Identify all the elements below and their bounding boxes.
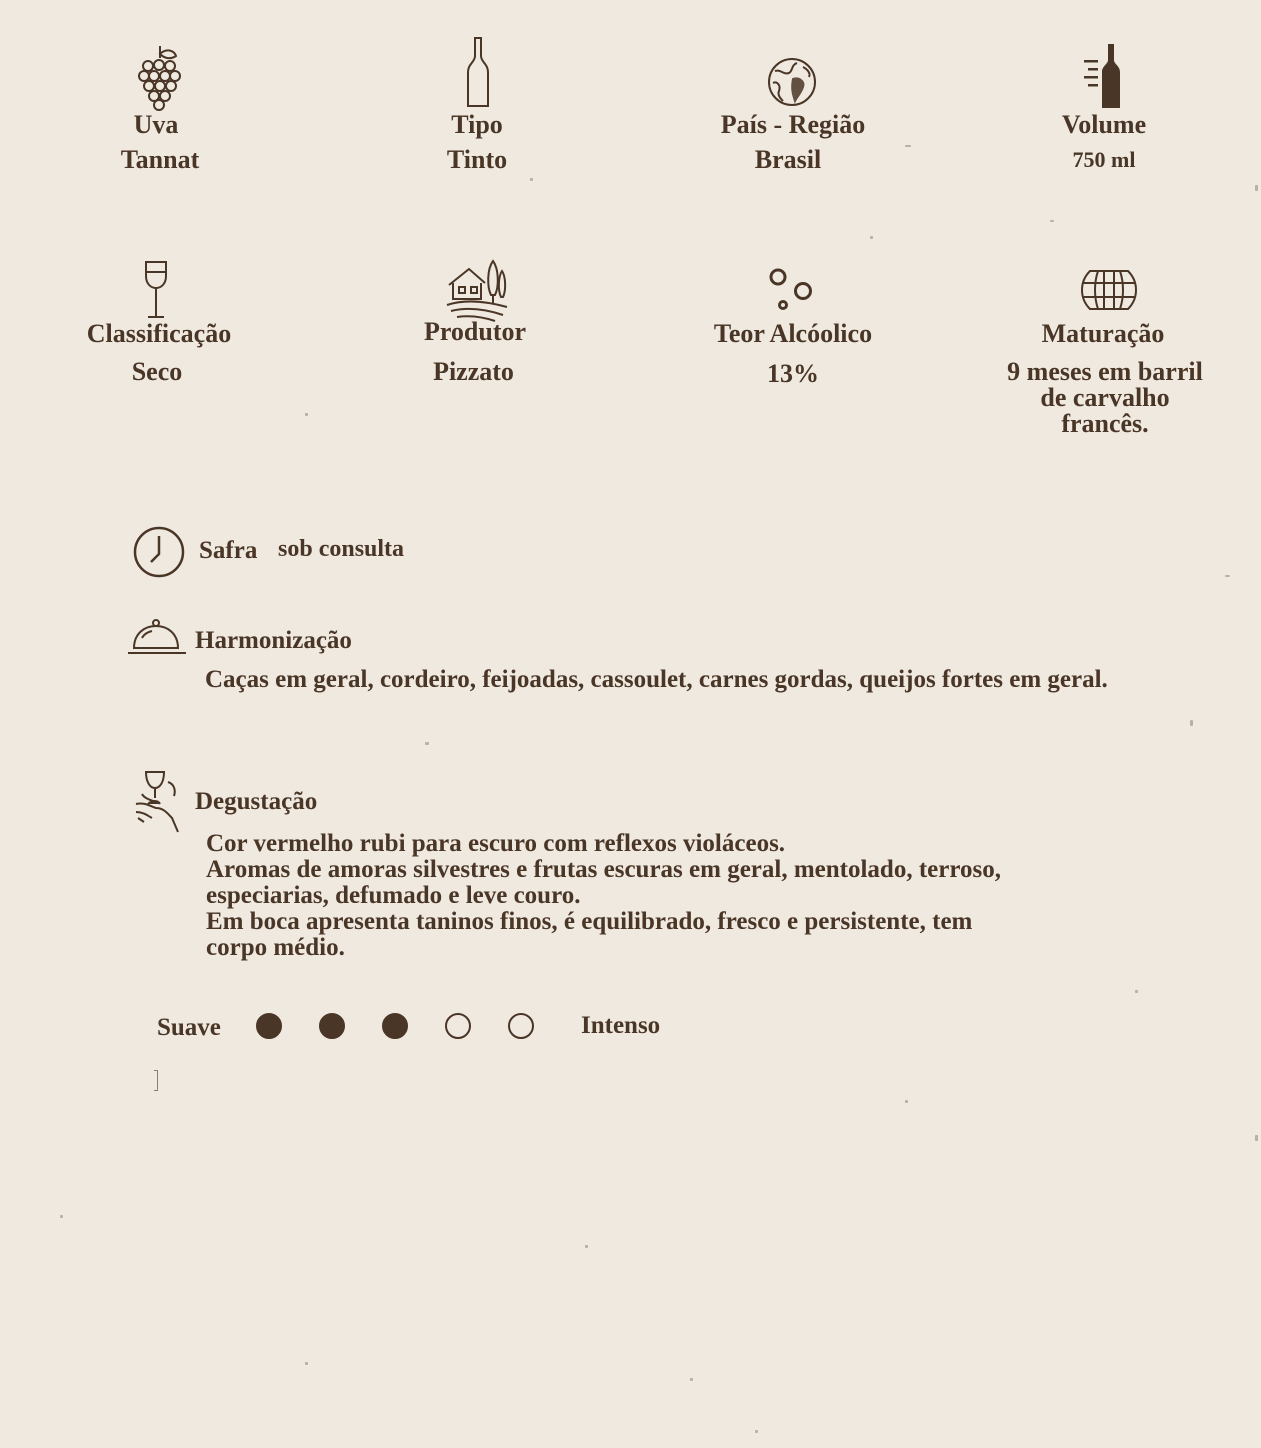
globe-icon: [767, 57, 817, 107]
bubbles-icon: [768, 267, 818, 313]
harmonizacao-label: Harmonização: [195, 627, 352, 654]
spec-label: Produtor: [423, 317, 527, 346]
spec-maturation: [995, 255, 1215, 445]
degustacao-line: especiarias, defumado e leve couro.: [206, 882, 581, 909]
degustacao-line: Cor vermelho rubi para escuro com reflexos violáceos.: [206, 830, 786, 857]
intensity-dot-filled: [382, 1013, 408, 1039]
bottle-pour-icon: [1082, 42, 1126, 110]
intensity-max-label: Intenso: [581, 1012, 661, 1039]
spec-value: 9 meses em barril de carvalho francês.: [1007, 357, 1203, 438]
intensity-dot-filled: [256, 1013, 282, 1039]
intensity-dot-empty: [508, 1013, 534, 1039]
decorative-bracket: [154, 1070, 158, 1091]
spec-label: Teor Alcóolico: [713, 319, 873, 348]
intensity-dot-empty: [445, 1013, 471, 1039]
harmonizacao-text: Caças em geral, cordeiro, feijoadas, cassoulet, carnes gordas, queijos fortes em geral.: [205, 666, 1108, 693]
spec-label: Volume: [1061, 110, 1147, 139]
spec-value: Tannat: [120, 145, 200, 174]
degustacao-text: [206, 831, 1001, 961]
spec-alcohol: [693, 255, 893, 395]
degustacao-label: Degustação: [195, 788, 318, 815]
spec-value: 750 ml: [1072, 147, 1136, 172]
spec-label: Classificação: [86, 319, 232, 348]
spec-value: Pizzato: [433, 357, 514, 386]
spec-value: Tinto: [446, 145, 508, 174]
spec-label: Uva: [133, 110, 179, 139]
intensity-min-label: Suave: [157, 1014, 221, 1041]
cloche-icon: [128, 618, 188, 656]
spec-producer: [375, 255, 575, 395]
tasting-hand-icon: [134, 768, 184, 834]
spec-value: 13%: [767, 359, 819, 388]
safra-value: sob consulta: [278, 536, 405, 562]
spec-volume: [1004, 40, 1204, 180]
barrel-icon: [1080, 269, 1138, 311]
spec-value: Brasil: [754, 145, 822, 174]
farm-icon: [445, 259, 509, 321]
clock-icon: [133, 526, 185, 578]
spec-type: [377, 40, 577, 180]
wine-glass-icon: [144, 260, 168, 320]
spec-classification: [59, 255, 259, 395]
spec-country: [693, 40, 893, 180]
bottle-outline-icon: [466, 36, 490, 108]
intensity-dot-filled: [319, 1013, 345, 1039]
grape-icon: [138, 44, 182, 110]
spec-grape: [60, 40, 260, 180]
spec-label: País - Região: [720, 110, 866, 139]
degustacao-line: Aromas de amoras silvestres e frutas escuras em geral, mentolado, terroso,: [206, 856, 1001, 883]
spec-label: Tipo: [451, 110, 503, 139]
degustacao-line: Em boca apresenta taninos finos, é equilibrado, fresco e persistente, tem: [206, 908, 973, 935]
spec-value: Seco: [131, 357, 183, 386]
degustacao-line: corpo médio.: [206, 934, 345, 961]
safra-label: Safra: [199, 537, 258, 564]
spec-label: Maturação: [1041, 319, 1165, 348]
